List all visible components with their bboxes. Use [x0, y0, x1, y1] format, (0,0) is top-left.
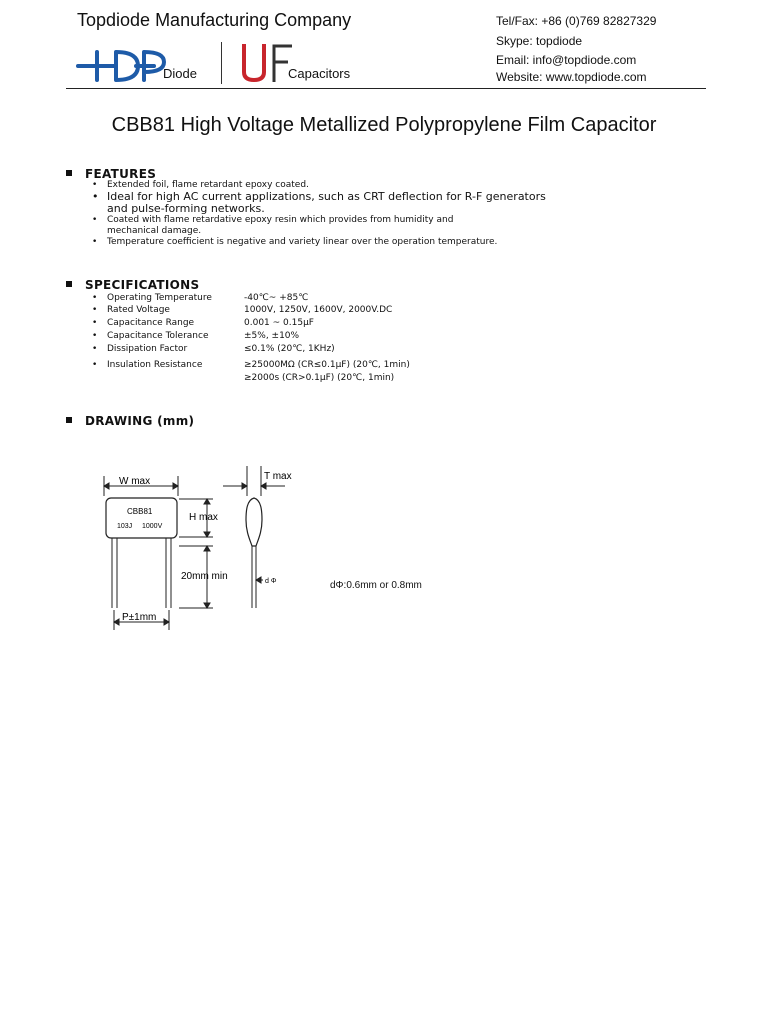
spec-bullet: •: [92, 305, 98, 315]
spec-value: -40℃~ +85℃: [244, 293, 309, 303]
spec-bullet: •: [92, 331, 98, 341]
spec-value: 0.001 ~ 0.15μF: [244, 318, 314, 328]
specifications-heading: [66, 278, 199, 292]
list-item: • Ideal for high AC current applizations, such as CRT deflection for R-F generators and pulse-forming networks.: [92, 191, 552, 215]
spec-bullet: •: [92, 293, 98, 303]
t-max-label: T max: [264, 471, 292, 482]
specifications-heading-text: SPECIFICATIONS: [85, 278, 200, 292]
list-item: • Coated with flame retardative epoxy resin which provides from humidity and mechanical damage.: [92, 215, 487, 237]
w-max-label: W max: [119, 476, 151, 487]
spec-label: Insulation Resistance: [107, 360, 203, 370]
spec-bullet: •: [92, 344, 98, 354]
drawing-heading-text: DRAWING (mm): [85, 414, 195, 428]
lead-diameter-note: dΦ:0.6mm or 0.8mm: [330, 580, 422, 591]
spec-label: Capacitance Range: [107, 318, 195, 328]
features-heading-text: FEATURES: [85, 167, 157, 181]
spec-bullet: •: [92, 318, 98, 328]
spec-value: ≥25000MΩ (CR≤0.1μF) (20℃, 1min): [244, 360, 410, 370]
contact-skype: Skype: topdiode: [496, 34, 583, 48]
spec-label: Dissipation Factor: [107, 344, 188, 354]
contact-website: Website: www.topdiode.com: [496, 70, 647, 84]
document-title: CBB81 High Voltage Metallized Polypropylene Film Capacitor: [111, 114, 657, 136]
header-rule: [66, 88, 706, 89]
contact-email: Email: info@topdiode.com: [496, 53, 637, 67]
spec-bullet: •: [92, 360, 98, 370]
company-name: Topdiode Manufacturing Company: [77, 10, 352, 30]
spec-value: 1000V, 1250V, 1600V, 2000V.DC: [244, 305, 393, 315]
body-code-label: 103J: [117, 523, 133, 530]
d-phi-label: d Φ: [265, 578, 277, 585]
capacitor-drawing: [95, 462, 345, 637]
contact-tel: Tel/Fax: +86 (0)769 82827329: [496, 14, 657, 28]
spec-label: Capacitance Tolerance: [107, 331, 209, 341]
list-item: • Extended foil, flame retardant epoxy coated.: [92, 180, 552, 191]
features-list: [92, 180, 552, 248]
spec-label: Operating Temperature: [107, 293, 212, 303]
pitch-label: P±1mm: [122, 612, 157, 623]
lead-min-label: 20mm min: [181, 571, 228, 582]
spec-value: ≤0.1% (20℃, 1KHz): [244, 344, 335, 354]
topdiode-logo: [76, 44, 172, 84]
spec-value: ±5%, ±10%: [244, 331, 300, 341]
logo-diode-label: Diode: [163, 66, 197, 81]
body-voltage-label: 1000V: [142, 523, 163, 530]
logo-capacitors-label: Capacitors: [288, 66, 351, 81]
features-heading: [66, 167, 156, 181]
spec-label: Rated Voltage: [107, 305, 170, 315]
list-item: • Temperature coefficient is negative and variety linear over the operation temperature.: [92, 237, 552, 248]
logo-divider: [221, 42, 222, 84]
spec-value-secondary: ≥2000s (CR>0.1μF) (20℃, 1min): [244, 373, 395, 383]
drawing-heading: [66, 414, 194, 428]
body-model-label: CBB81: [127, 507, 153, 516]
h-max-label: H max: [189, 512, 218, 523]
